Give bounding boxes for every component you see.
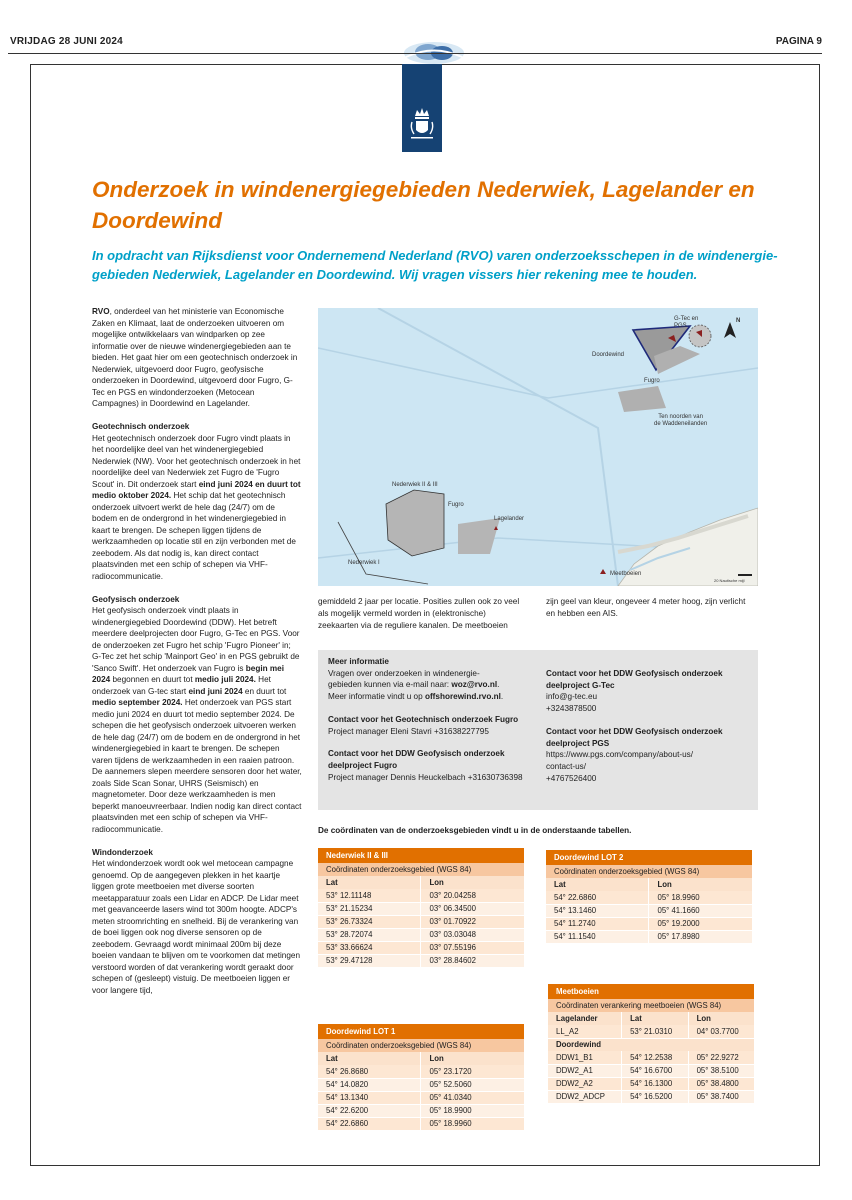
article-title: Onderzoek in windenergiegebieden Nederwiek, Lagelander en Doordewind [92,177,755,233]
info-col-left [328,656,538,783]
table-row [548,1077,754,1090]
contact-geotechnisch-text: Project manager Eleni Stavri +31638227795 [328,726,489,736]
windonderzoek-heading: Windonderzoek [92,847,153,857]
cell-lon: 05° 18.9900 [421,1104,524,1117]
more-info-l2c: . [497,680,500,690]
cell-lat: 53° 12.11148 [318,889,421,902]
cell-lat: 53° 26.73324 [318,915,421,928]
cell-lon: 05° 17.8980 [649,930,752,943]
crown-lion-emblem-icon [402,64,442,152]
table-row [548,1090,754,1103]
cell-id: DDW2_A2 [548,1077,622,1090]
cell-lon: 05° 41.1660 [649,904,752,917]
col-header-lon: Lon [657,880,672,889]
table-row [548,1064,754,1077]
geof-text-g: en duurt tot [242,686,287,696]
col-header-lat: Lat [622,1012,688,1025]
table-meetboeien [548,984,754,1104]
cell-lat: 54° 11.2740 [546,917,649,930]
cell-lat: 53° 28.72074 [318,928,421,941]
left-column [92,306,302,1008]
contact-pgs-heading-2: deelproject PGS [546,738,610,748]
map-graphic [318,308,758,586]
cell-lat: 54° 22.6200 [318,1104,421,1117]
cell-lat: 54° 14.0820 [318,1078,421,1091]
cell-lon: 05° 38.7400 [688,1090,754,1103]
cell-lat: 54° 22.6860 [546,891,649,904]
map-scale-label: 20 Nautische mijl [714,578,745,583]
table-row [318,954,524,967]
cell-lon: 05° 18.9960 [421,1117,524,1130]
table-subtitle: Coördinaten onderzoeksgebied (WGS 84) [546,865,752,878]
rvo-text: , onderdeel van het ministerie van Economische Zaken en Klimaat, laat de onderzoeken uitvoeren om mogelijke ontwikkelaars van windparken op zee informatie over de nieuwe windenergiegebieden aan te bieden. Het gaat hier om een geotechnisch onderzoek in Nederwiek, uitgevoerd door Fugro, geofysische onderzoeken in Doordewind, uitgevoerd door Fugro, G-Tec en PGS en windonderzoeken (Metocean Campagnes) in Doordewind en Lagelander. [92,307,298,408]
cell-lon: 05° 23.1720 [421,1065,524,1078]
cell-lon: 05° 38.4800 [688,1077,754,1090]
map-label-waddeneilanden [654,414,707,428]
geof-text-c: begonnen en duurt tot [110,675,195,684]
paragraph-rvo [92,306,302,410]
table-row [318,1091,524,1104]
cell-lat: 53° 21.15234 [318,902,421,915]
more-info-line-2 [328,679,538,691]
header-date: VRIJDAG 28 JUNI 2024 [10,36,123,47]
cell-id: DDW1_B1 [548,1051,622,1064]
table-row [318,1065,524,1078]
table-row [548,1051,754,1064]
table-subtitle: Coördinaten onderzoeksgebied (WGS 84) [318,1039,524,1052]
geof-bold-h: medio september 2024. [92,698,183,707]
table-row [318,1078,524,1091]
table-doordewind-lot1 [318,1024,524,1131]
meetboeien-text-1: gemiddeld 2 jaar per locatie. Posities zullen ook zo veel als mogelijk vermeld worden in (elektronische) zeekaarten via de reguliere kanalen. De meetboeien [318,597,520,630]
cell-lon: 03° 03.03048 [421,928,524,941]
cell-id: DDW2_ADCP [548,1090,622,1103]
contact-fugro-heading-2: deelproject Fugro [328,760,398,770]
geof-bold-b: begin mei 2024 [92,663,284,684]
contact-gtec-heading-2: deelproject G-Tec [546,680,615,690]
table-title: Doordewind LOT 1 [318,1024,524,1039]
cell-lat: 53° 33.66624 [318,941,421,954]
contact-pgs-heading-1: Contact voor het DDW Geofysisch onderzoek [546,726,723,736]
contact-gtec-phone: +3243878500 [546,704,597,714]
map-label-nederwiek1: Nederwiek I [348,560,380,566]
cell-lon: 05° 22.9272 [688,1051,754,1064]
table-doordewind-lot2 [546,850,752,944]
gtec-label-2: PGS [674,323,687,329]
coordinates-caption: De coördinaten van de onderzoeksgebieden vindt u in de onderstaande tabellen. [318,826,632,835]
col-header-lat: Lat [318,876,421,889]
table-row [318,928,524,941]
table-title: Meetboeien [548,984,754,999]
cell-lon: 05° 52.5060 [421,1078,524,1091]
header-page-number: PAGINA 9 [775,36,822,47]
map-label-nederwiek: Nederwiek II & III [392,482,438,488]
table-row [318,915,524,928]
wind-areas-map [318,308,758,586]
cell-lon: 03° 28.84602 [421,954,524,967]
table-row [318,889,524,902]
table-row [318,1104,524,1117]
cell-lat: 54° 16.6700 [622,1064,688,1077]
cell-lat: 54° 11.1540 [546,930,649,943]
wadden-label-1: Ten noorden van [658,414,703,420]
geo-bold-b: eind juni 2024 en duurt tot medio oktober 2024. [92,479,301,500]
rijksoverheid-logo [402,64,442,152]
table-title: Nederwiek II & III [318,848,524,863]
map-label-gtec-pgs [674,316,698,330]
map-label-fugro-doordewind: Fugro [644,378,660,384]
table-row [546,930,752,943]
more-info-l3a: Meer informatie vindt u op [328,692,425,702]
col-header-lon: Lon [429,878,444,887]
map-label-doordewind: Doordewind [592,352,625,358]
cell-lon: 04° 03.7700 [688,1025,754,1038]
header-divider [8,53,822,54]
info-box [318,650,758,810]
map-legend-meetboeien: Meetboeien [610,571,642,577]
geo-text-a: Het geotechnisch onderzoek door Fugro vindt plaats in het noordelijke deel van het windenergiegebied Nederwiek (NW). Voor het geotechnisch onderzoek in het noordelijke deel van Nederwiek zet Fugro de 'Fugro Scout' in. Dit onderzoek start [92,433,301,489]
geotechnisch-heading: Geotechnisch onderzoek [92,422,190,431]
geof-text-i: Het onderzoek van PGS start medio juni 2024 en duurt tot medio september 2024. De schepen die het geofysisch onderzoek uitvoeren werken de hele dag (24/7) om de bodem en de ondergrond in het windenergiegebied in kaart te brengen. De schepen varen tijdens de werkzaamheden in een raaien patroon. De aannemers slepen meerdere sensoren door het water, zoals Side Scan Sonar, UHRS (Seismisch) en magnetometer. Door deze werkzaamheden is men beperkt manoeuvreerbaar. Indien nodig kan direct contact plaatsvinden met een schip of schepen via VHF-radiocommunicatie. [92,698,302,834]
email-link[interactable]: woz@rvo.nl [451,680,498,690]
cell-lat: 54° 13.1460 [546,904,649,917]
cell-lat: 54° 13.1340 [318,1091,421,1104]
meer-informatie-heading: Meer informatie [328,657,389,666]
more-info-line-3 [328,691,538,703]
info-col-right [546,668,756,784]
article-intro: In opdracht van Rijksdienst voor Ondernemend Nederland (RVO) varen onderzoeksschepen in de windenergie-gebieden Nederwiek, Lagelander en Doordewind. Wij vragen vissers hier rekening mee te houden. [92,248,778,282]
table-subtitle: Coördinaten verankering meetboeien (WGS 84) [548,999,754,1012]
cell-lon: 03° 20.04258 [421,889,524,902]
cell-lat: 54° 26.8680 [318,1065,421,1078]
cell-lat: 54° 16.5200 [622,1090,688,1103]
map-label-lagelander: Lagelander [494,516,525,522]
col-header-lagelander: Lagelander [548,1012,622,1025]
paragraph-windonderzoek: Het windonderzoek wordt ook wel metocean campagne genoemd. Op de aangegeven plekken in het kaartje liggen grote meetboeien met diverse soorten meetapparatuur zoals een Lidar en ADCP. De Lidar meet met geavanceerde lasers wind tot 300m hoogte. ADCP's meten stroomrichting en snelheid. Bij de verankering van de boei liggen ook nog diverse sensoren op de zeebodem. Gevraagd wordt minimaal 200m bij deze boeien vandaan te blijven om te voorkomen dat metingen verstoord worden of dat verankering wordt geraakt door schepen of (gesleept) vistuig. De meetboeien liggen er voor langere tijd, [92,859,301,995]
more-info-l2a: gebieden kunnen via e-mail naar: [328,680,452,690]
contact-pgs-url-1[interactable]: https://www.pgs.com/company/about-us/ [546,750,693,760]
table-nederwiek [318,848,524,968]
paragraph-geotechnisch [92,433,302,583]
cell-id: LL_A2 [548,1025,622,1038]
cell-lon: 05° 18.9960 [649,891,752,904]
table-subtitle: Coördinaten onderzoeksgebied (WGS 84) [318,863,524,876]
contact-fugro-heading-1: Contact voor het DDW Geofysisch onderzoek [328,749,505,759]
page-header [0,0,852,62]
contact-fugro-text: Project manager Dennis Heuckelbach +31630736398 [328,772,523,782]
contact-pgs-url-2[interactable]: contact-us/ [546,761,587,771]
col-header-lon: Lon [429,1054,444,1063]
wadden-label-2: de Waddeneilanden [654,421,708,427]
col-header-lat: Lat [546,878,649,891]
table-row [318,1117,524,1130]
cell-lon: 05° 38.5100 [688,1064,754,1077]
geof-bold-d: medio juli 2024. [194,675,256,684]
table-title: Doordewind LOT 2 [546,850,752,865]
cell-lon: 03° 07.55196 [421,941,524,954]
contact-pgs-phone: +4767526400 [546,773,597,783]
contact-gtec-heading-1: Contact voor het DDW Geofysisch onderzoek [546,669,723,678]
table-row [546,891,752,904]
cell-lat: 54° 12.2538 [622,1051,688,1064]
website-link[interactable]: offshorewind.rvo.nl [424,692,501,702]
col-header-lon: Lon [696,1014,711,1023]
contact-gtec-email[interactable]: info@g-tec.eu [546,692,598,702]
geof-text-a: Het geofysisch onderzoek vindt plaats in windenergiegebied Doordewind (DDW). Het betreft meerdere deelprojecten door Fugro, G-Tec en PGS. Voor de onderzoeken zet Fugro het schip 'Fugro Pioneer' in; G-Tec zet het schip 'Mainport Geo' in en PGS gebruikt de 'Sanco Swift'. Het onderzoek van Fugro is [92,606,300,673]
table-row [548,1025,754,1038]
cell-id: DDW2_A1 [548,1064,622,1077]
geofysisch-heading: Geofysisch onderzoek [92,594,180,604]
map-label-fugro-nederwiek: Fugro [448,502,464,508]
cell-lat: 54° 16.1300 [622,1077,688,1090]
table-row [318,902,524,915]
meetboeien-text-2: zijn geel van kleur, ongeveer 4 meter hoog, zijn verlicht en hebben een AIS. [546,597,746,618]
col-header-lat: Lat [318,1052,421,1065]
cell-lon: 03° 01.70922 [421,915,524,928]
cell-lat: 53° 21.0310 [622,1025,688,1038]
geof-bold-f: eind juni 2024 [188,686,243,696]
cell-lat: 53° 29.47128 [318,954,421,967]
table-row [318,941,524,954]
geo-text-c: Het schip dat het geotechnisch onderzoek uitvoert werkt de hele dag (24/7) om de bodem en de ondergrond in het windenergiegebied in kaart te brengen. De schepen liggen tijdens de werkzaamheden op locatie stil en zijn verbonden met de zeebodem. Als dat nodig is, kan direct contact plaatsvinden met een schip of schepen via VHF-radiocommunicatie. [92,491,296,581]
group-doordewind: Doordewind [548,1038,754,1051]
map-north-label: N [736,318,741,324]
more-info-line-1: Vragen over onderzoeken in windenergie- [328,668,480,678]
table-row [546,904,752,917]
cell-lon: 03° 06.34500 [421,902,524,915]
cell-lon: 05° 19.2000 [649,917,752,930]
rvo-bold: RVO [92,307,110,316]
cell-lon: 05° 41.0340 [421,1091,524,1104]
cell-lat: 54° 22.6860 [318,1117,421,1130]
contact-geotechnisch-heading: Contact voor het Geotechnisch onderzoek Fugro [328,714,519,724]
more-info-l3c: . [500,692,504,702]
gtec-label-1: G-Tec en [674,316,699,322]
table-row [546,917,752,930]
geof-text-e: Het onderzoek van G-tec start [92,675,271,696]
paragraph-geofysisch [92,605,302,835]
